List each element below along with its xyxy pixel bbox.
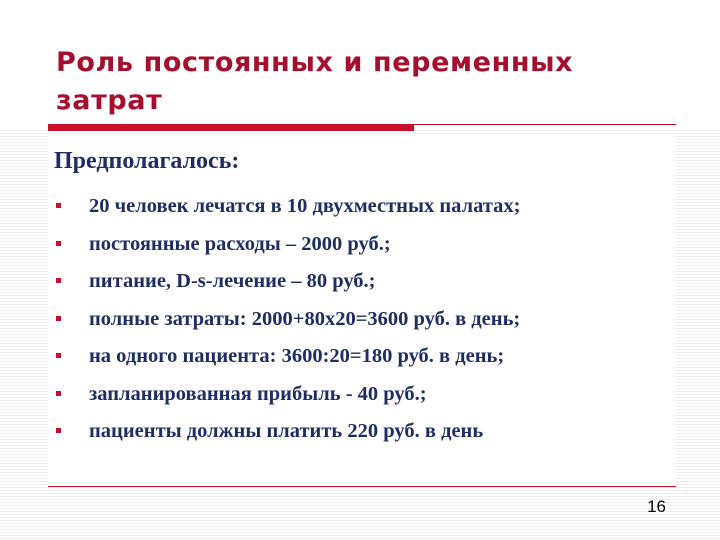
bullet-item [48, 417, 676, 455]
bullet-text: пациенты должны платить 220 руб. в день [89, 420, 484, 442]
bullet-marker-icon [56, 241, 61, 246]
bullet-text: 20 человек лечатся в 10 двухместных палатах; [89, 195, 521, 217]
bullet-text: запланированная прибыль - 40 руб.; [89, 382, 427, 405]
content-area [48, 136, 676, 486]
bullet-item [48, 305, 676, 343]
bullet-marker-icon [56, 278, 61, 283]
bullet-marker-icon [56, 428, 61, 433]
bullet-text: полные затраты: 2000+80х20=3600 руб. в день; [89, 307, 521, 330]
bullet-item [48, 342, 676, 380]
slide-title: Роль постоянных и переменных затрат [56, 47, 574, 116]
bullet-item [48, 380, 676, 418]
page-number: 16 [647, 497, 666, 516]
footer-divider [48, 486, 676, 487]
bullet-marker-icon [56, 353, 61, 358]
title-divider-thick [48, 124, 414, 131]
bullet-item [48, 230, 676, 268]
bullet-marker-icon [56, 391, 61, 396]
bullet-marker-icon [56, 316, 61, 321]
bullet-list [48, 192, 676, 455]
bullet-item [48, 192, 676, 230]
bullet-text: на одного пациента: 3600:20=180 руб. в день; [89, 345, 505, 367]
bullet-marker-icon [56, 203, 61, 208]
bullet-item [48, 267, 676, 305]
content-subheading: Предполагалось: [54, 148, 240, 174]
bullet-text: питание, D-s-лечение – 80 руб.; [89, 270, 376, 292]
bullet-text: постоянные расходы – 2000 руб.; [89, 232, 391, 255]
